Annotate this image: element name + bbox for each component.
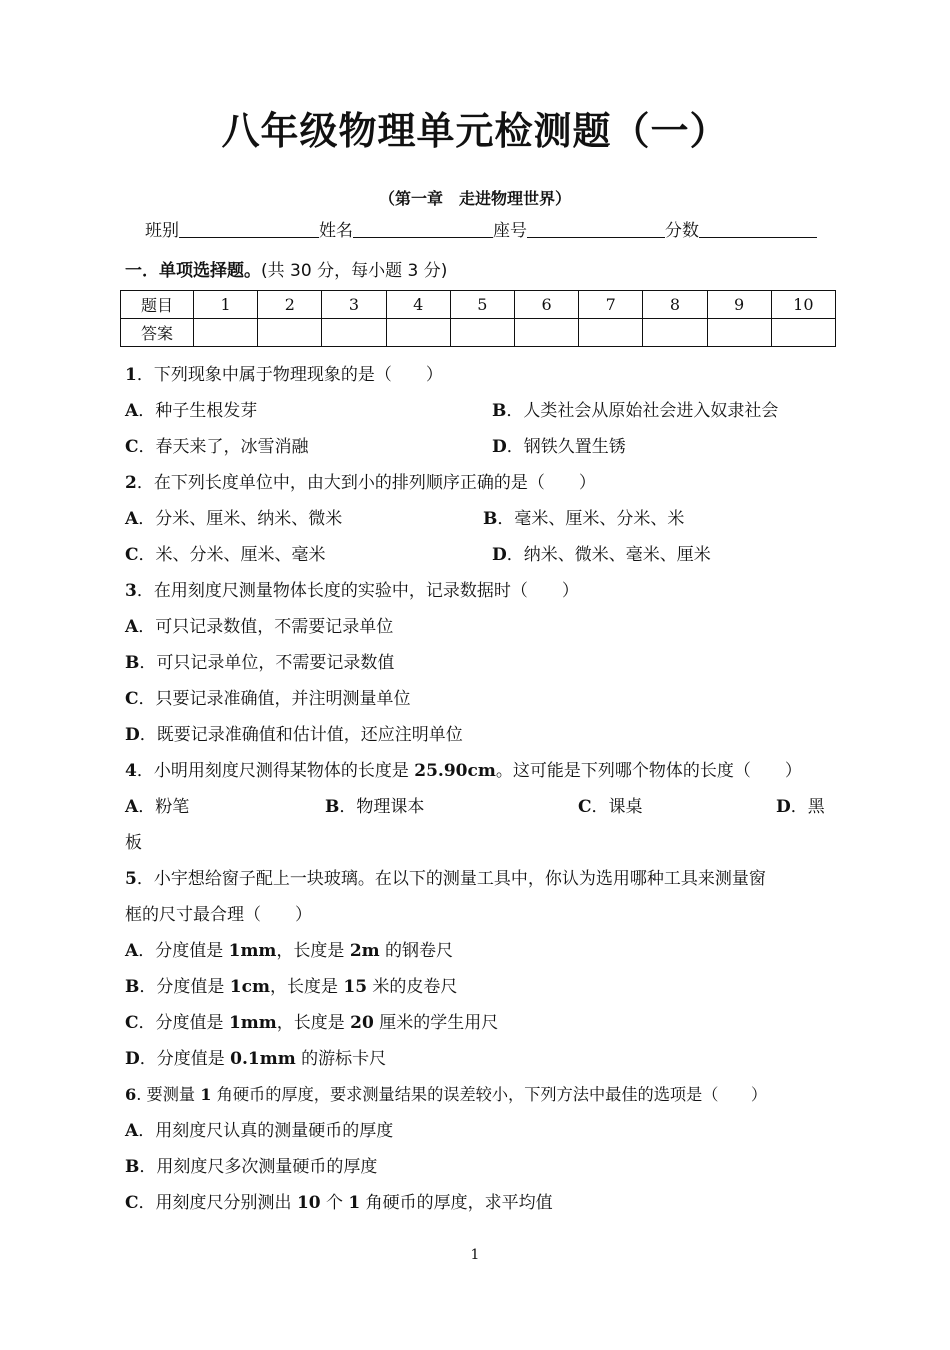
class-label: 班别 bbox=[145, 221, 179, 241]
table-cell: 7 bbox=[579, 291, 643, 319]
table-row-answers bbox=[121, 319, 836, 347]
answer-cell[interactable] bbox=[643, 319, 707, 347]
q1-option-c: C．春天来了，冰雪消融 bbox=[125, 437, 309, 457]
section-heading: 一．单项选择题。(共 30 分，每小题 3 分) bbox=[125, 261, 448, 281]
q4-option-a: A．粉笔 bbox=[125, 797, 190, 817]
score-blank[interactable] bbox=[699, 219, 817, 238]
class-blank[interactable] bbox=[179, 219, 319, 238]
q5-option-a: A．分度值是 1mm，长度是 2m 的钢卷尺 bbox=[125, 941, 454, 961]
question-4: 4．小明用刻度尺测得某物体的长度是 25.90cm。这可能是下列哪个物体的长度（ ） bbox=[125, 761, 802, 781]
table-cell: 5 bbox=[450, 291, 514, 319]
q2-option-c: C．米、分米、厘米、毫米 bbox=[125, 545, 326, 565]
q3-option-a: A．可只记录数值，不需要记录单位 bbox=[125, 617, 394, 637]
q1-option-d: D．钢铁久置生锈 bbox=[492, 437, 626, 457]
answer-cell[interactable] bbox=[771, 319, 835, 347]
answer-cell[interactable] bbox=[450, 319, 514, 347]
answer-cell[interactable] bbox=[514, 319, 578, 347]
table-row-questions bbox=[121, 291, 836, 319]
name-label: 姓名 bbox=[319, 221, 353, 241]
q3-option-b: B．可只记录单位，不需要记录数值 bbox=[125, 653, 395, 673]
q6-option-b: B．用刻度尺多次测量硬币的厚度 bbox=[125, 1157, 378, 1177]
q5-option-d: D．分度值是 0.1mm 的游标卡尺 bbox=[125, 1049, 387, 1069]
table-cell: 答案 bbox=[121, 319, 194, 347]
table-cell: 6 bbox=[514, 291, 578, 319]
q3-option-d: D．既要记录准确值和估计值，还应注明单位 bbox=[125, 725, 463, 745]
student-info-line bbox=[145, 216, 817, 241]
q4-option-d: D．黑 bbox=[776, 797, 825, 817]
table-cell: 3 bbox=[322, 291, 386, 319]
q4-option-c: C．课桌 bbox=[578, 797, 643, 817]
answer-cell[interactable] bbox=[258, 319, 322, 347]
answer-cell[interactable] bbox=[194, 319, 258, 347]
q6-option-a: A．用刻度尺认真的测量硬币的厚度 bbox=[125, 1121, 394, 1141]
answer-cell[interactable] bbox=[386, 319, 450, 347]
question-3: 3．在用刻度尺测量物体长度的实验中，记录数据时（ ） bbox=[125, 581, 579, 601]
table-cell: 4 bbox=[386, 291, 450, 319]
chapter-subtitle: （第一章 走进物理世界） bbox=[378, 189, 571, 208]
answer-cell[interactable] bbox=[707, 319, 771, 347]
q1-option-b: B．人类社会从原始社会进入奴隶社会 bbox=[492, 401, 779, 421]
q3-option-c: C．只要记录准确值，并注明测量单位 bbox=[125, 689, 411, 709]
seat-blank[interactable] bbox=[527, 219, 665, 238]
q5-option-b: B．分度值是 1cm，长度是 15 米的皮卷尺 bbox=[125, 977, 458, 997]
page-number: 1 bbox=[470, 1247, 480, 1263]
score-label: 分数 bbox=[665, 221, 699, 241]
answer-table bbox=[120, 290, 836, 347]
answer-cell[interactable] bbox=[579, 319, 643, 347]
q1-option-a: A．种子生根发芽 bbox=[125, 401, 258, 421]
question-5-continued: 框的尺寸最合理（ ） bbox=[125, 905, 312, 925]
question-1: 1．下列现象中属于物理现象的是（ ） bbox=[125, 365, 443, 385]
table-cell: 10 bbox=[771, 291, 835, 319]
table-cell: 2 bbox=[258, 291, 322, 319]
question-6: 6. 要测量 1 角硬币的厚度，要求测量结果的误差较小，下列方法中最佳的选项是（ ） bbox=[125, 1085, 768, 1104]
seat-label: 座号 bbox=[493, 221, 527, 241]
q4-option-b: B．物理课本 bbox=[325, 797, 425, 817]
q2-option-b: B．毫米、厘米、分米、米 bbox=[483, 509, 685, 529]
table-cell: 8 bbox=[643, 291, 707, 319]
q4-option-d-wrap: 板 bbox=[125, 833, 142, 853]
question-2: 2．在下列长度单位中，由大到小的排列顺序正确的是（ ） bbox=[125, 473, 596, 493]
table-cell: 1 bbox=[194, 291, 258, 319]
q2-option-d: D．纳米、微米、毫米、厘米 bbox=[492, 545, 711, 565]
table-cell: 题目 bbox=[121, 291, 194, 319]
q2-option-a: A．分米、厘米、纳米、微米 bbox=[125, 509, 343, 529]
name-blank[interactable] bbox=[353, 219, 493, 238]
page-title: 八年级物理单元检测题（一） bbox=[221, 109, 729, 153]
q5-option-c: C．分度值是 1mm，长度是 20 厘米的学生用尺 bbox=[125, 1013, 499, 1033]
table-cell: 9 bbox=[707, 291, 771, 319]
answer-cell[interactable] bbox=[322, 319, 386, 347]
q6-option-c: C．用刻度尺分别测出 10 个 1 角硬币的厚度，求平均值 bbox=[125, 1193, 553, 1213]
question-5: 5．小宇想给窗子配上一块玻璃。在以下的测量工具中，你认为选用哪种工具来测量窗 bbox=[125, 869, 766, 889]
